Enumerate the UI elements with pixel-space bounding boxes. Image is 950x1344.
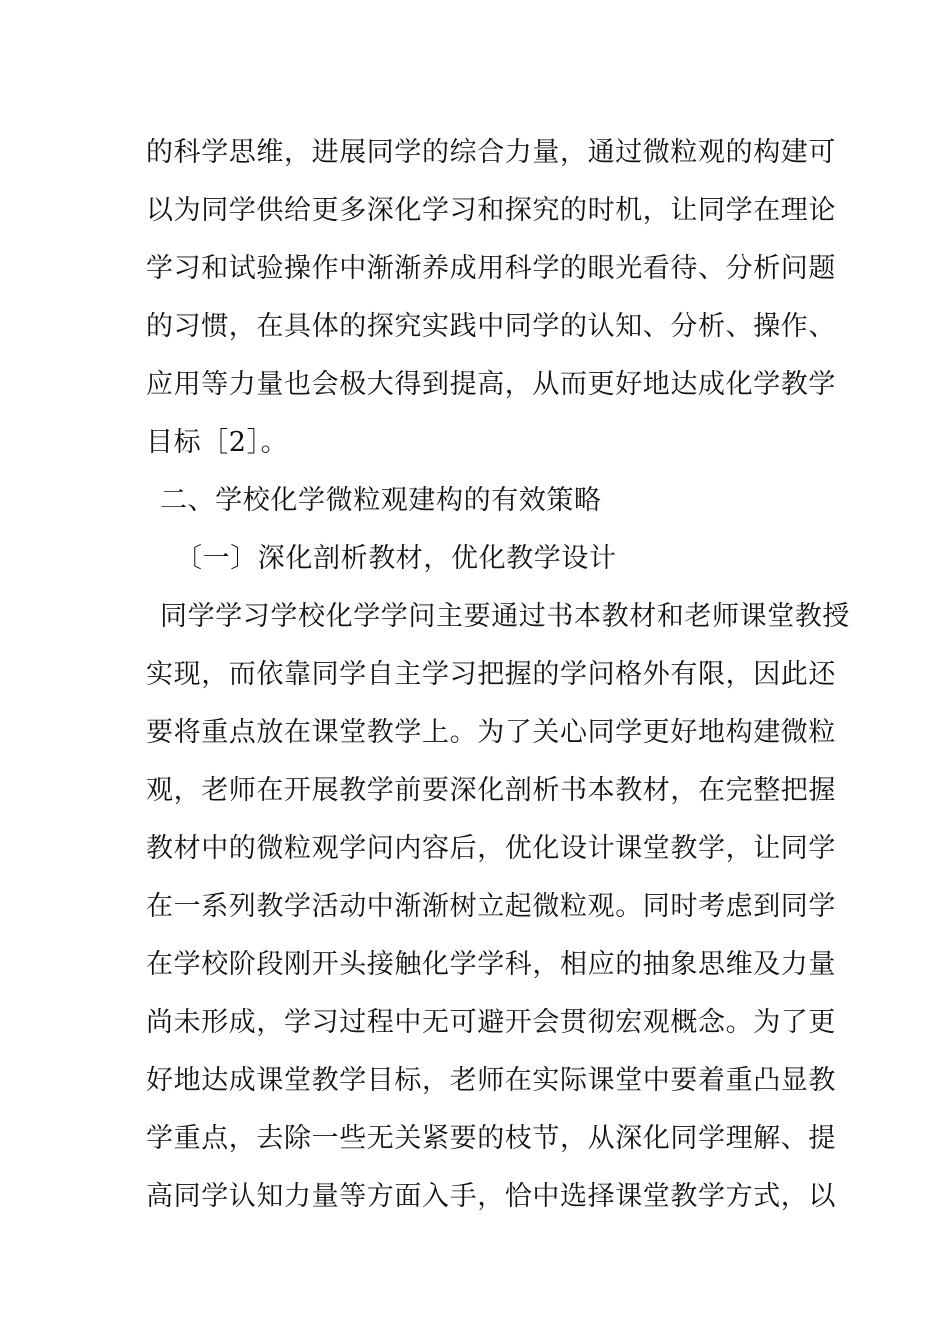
paragraph-line: 的科学思维，进展同学的综合力量，通过微粒观的构建可: [146, 137, 836, 168]
paragraph-line: 同学学习学校化学学问主要通过书本教材和老师课堂教授: [160, 601, 850, 632]
paragraph-line: 学重点，去除一些无关紧要的枝节，从深化同学理解、提: [146, 1123, 836, 1154]
paragraph-line: 目标［2］。: [146, 427, 289, 458]
paragraph-line: 应用等力量也会极大得到提高，从而更好地达成化学教学: [146, 369, 836, 400]
paragraph-line: 在学校阶段刚开头接触化学学科，相应的抽象思维及力量: [146, 949, 836, 980]
paragraph-line: 的习惯，在具体的探究实践中同学的认知、分析、操作、: [146, 311, 836, 342]
paragraph-line: 在一系列教学活动中渐渐树立起微粒观。同时考虑到同学: [146, 891, 836, 922]
paragraph-line: 观，老师在开展教学前要深化剖析书本教材，在完整把握: [146, 775, 836, 806]
paragraph-line: 好地达成课堂教学目标，老师在实际课堂中要着重凸显教: [146, 1065, 836, 1096]
paragraph-line: 尚未形成，学习过程中无可避开会贯彻宏观概念。为了更: [146, 1007, 836, 1038]
paragraph-line: 以为同学供给更多深化学习和探究的时机，让同学在理论: [146, 195, 836, 226]
paragraph-line: 教材中的微粒观学问内容后，优化设计课堂教学，让同学: [146, 833, 836, 864]
subsection-heading: 〔一〕深化剖析教材，优化教学设计: [175, 543, 617, 574]
paragraph-line: 高同学认知力量等方面入手，恰中选择课堂教学方式，以: [146, 1181, 836, 1212]
section-heading: 二、学校化学微粒观建构的有效策略: [160, 485, 602, 516]
paragraph-line: 要将重点放在课堂教学上。为了关心同学更好地构建微粒: [146, 717, 836, 748]
paragraph-line: 学习和试验操作中渐渐养成用科学的眼光看待、分析问题: [146, 253, 836, 284]
paragraph-line: 实现，而依靠同学自主学习把握的学问格外有限，因此还: [146, 659, 836, 690]
